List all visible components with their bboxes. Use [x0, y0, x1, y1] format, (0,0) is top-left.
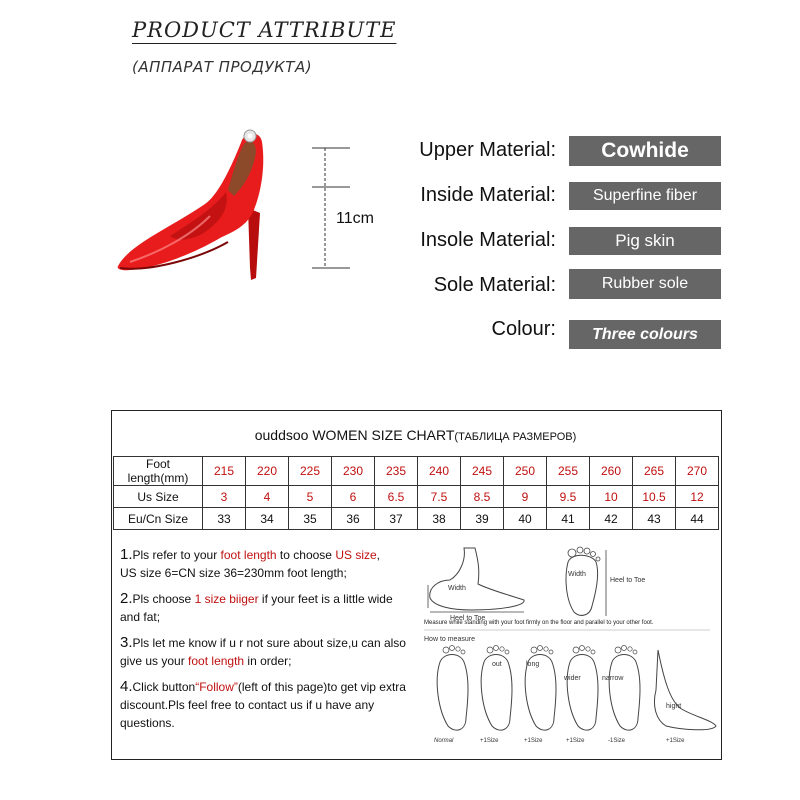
- table-cell: 235: [375, 457, 418, 486]
- insole-material-label: Insole Material:: [420, 229, 556, 251]
- table-cell: 225: [289, 457, 332, 486]
- size-chart-title-main: ouddsoo WOMEN SIZE CHART: [254, 427, 455, 443]
- inside-material-label: Inside Material:: [420, 184, 556, 206]
- table-cell: 5: [289, 486, 332, 508]
- table-cell: 10: [590, 486, 633, 508]
- sole-material-value: Rubber sole: [569, 269, 721, 299]
- note-3: [120, 634, 406, 670]
- table-cell: 38: [418, 508, 461, 530]
- note-text: ,: [376, 548, 380, 562]
- size-chart-title: [111, 427, 720, 443]
- table-cell: 220: [246, 457, 289, 486]
- table-row: [114, 486, 719, 508]
- note-2: [120, 590, 406, 626]
- foot-label-narrow: narrow: [602, 675, 624, 682]
- foot-side-outline-icon: [654, 650, 716, 730]
- table-cell: 270: [676, 457, 719, 486]
- table-cell: 8.5: [461, 486, 504, 508]
- note-text: Pls choose: [132, 592, 195, 606]
- caption-size: +1Size: [666, 738, 685, 744]
- table-cell: 265: [633, 457, 676, 486]
- note-text: US size 6=CN size 36=230mm foot length;: [120, 566, 347, 580]
- table-cell: 44: [676, 508, 719, 530]
- size-table: [113, 456, 719, 530]
- note-highlight: foot length: [188, 654, 245, 668]
- foot-outline-icon: [437, 655, 468, 731]
- page-title: PRODUCT ATTRIBUTE: [132, 18, 397, 42]
- foot-label-out: out: [492, 661, 502, 668]
- note-text: (left of this page)to get vip extra discount.Pls feel free to contact us if u have any questions.: [120, 680, 406, 730]
- insole-material-value: Pig skin: [569, 227, 721, 255]
- note-4: [120, 678, 406, 732]
- foot-outline-icon: [609, 655, 640, 731]
- note-text: in order;: [244, 654, 292, 668]
- side-foot-icon: [430, 548, 524, 610]
- table-row: [114, 457, 719, 486]
- foot-label-wider: wider: [564, 675, 581, 682]
- caption-normal: Normal: [434, 738, 454, 744]
- size-notes: [120, 546, 406, 740]
- note-text: Pls let me know if u r not sure about size,u can also give us your: [120, 636, 406, 668]
- table-cell: 6: [332, 486, 375, 508]
- sole-material-label: Sole Material:: [433, 274, 556, 296]
- table-cell: 240: [418, 457, 461, 486]
- note-highlight: foot length: [220, 548, 277, 562]
- top-foot-icon: [566, 555, 598, 615]
- colour-value: Three colours: [569, 320, 721, 349]
- measure-caption: Measure while standing with your foot firmly on the floor and parallel to your other foot.: [424, 620, 654, 626]
- heel-to-toe-label-2: Heel to Toe: [610, 577, 646, 584]
- note-text: to choose: [276, 548, 336, 562]
- width-label-2: Width: [568, 571, 586, 578]
- heel-to-toe-label: Heel to Toe: [450, 615, 486, 622]
- note-1: [120, 546, 406, 582]
- note-highlight: “Follow”: [195, 680, 238, 694]
- table-cell: 260: [590, 457, 633, 486]
- row-header-foot-length: Foot length(mm): [114, 457, 203, 486]
- table-cell: 36: [332, 508, 375, 530]
- table-cell: 34: [246, 508, 289, 530]
- upper-material-label: Upper Material:: [419, 139, 556, 161]
- table-cell: 40: [504, 508, 547, 530]
- note-number: 1.: [120, 546, 133, 563]
- note-highlight: 1 size biiger: [194, 592, 259, 606]
- table-cell: 43: [633, 508, 676, 530]
- width-label: Width: [448, 585, 466, 592]
- table-cell: 6.5: [375, 486, 418, 508]
- size-chart-title-suffix: (ТАБЛИЦА РАЗМЕРОВ): [454, 431, 577, 443]
- note-text: Pls refer to your: [132, 548, 221, 562]
- note-number: 3.: [120, 634, 133, 651]
- table-cell: 9.5: [547, 486, 590, 508]
- foot-measure-diagram: [420, 540, 720, 750]
- inside-material-value: Superfine fiber: [569, 182, 721, 210]
- how-to-measure-label: How to measure: [424, 636, 475, 643]
- table-cell: 4: [246, 486, 289, 508]
- note-text: if your feet is a little wide and fat;: [120, 592, 393, 624]
- red-pump-shoe-image: [110, 118, 310, 288]
- table-cell: 35: [289, 508, 332, 530]
- table-cell: 9: [504, 486, 547, 508]
- upper-material-value: Cowhide: [569, 136, 721, 166]
- foot-label-hight: hight: [666, 703, 682, 710]
- table-row: [114, 508, 719, 530]
- table-cell: 7.5: [418, 486, 461, 508]
- table-cell: 10.5: [633, 486, 676, 508]
- heel-height-label: 11cm: [336, 210, 374, 227]
- table-cell: 255: [547, 457, 590, 486]
- table-cell: 215: [203, 457, 246, 486]
- page-subtitle: (АППАРАТ ПРОДУКТА): [132, 58, 313, 76]
- table-cell: 3: [203, 486, 246, 508]
- note-number: 2.: [120, 590, 133, 607]
- table-cell: 39: [461, 508, 504, 530]
- caption-size: +1Size: [480, 738, 499, 744]
- caption-size: -1Size: [608, 738, 626, 744]
- table-cell: 37: [375, 508, 418, 530]
- table-cell: 42: [590, 508, 633, 530]
- note-text: Click button: [132, 680, 196, 694]
- row-header-eu-cn-size: Eu/Cn Size: [114, 508, 203, 530]
- colour-label: Colour:: [491, 318, 556, 340]
- foot-outline-icon: [567, 655, 598, 731]
- table-cell: 230: [332, 457, 375, 486]
- table-cell: 250: [504, 457, 547, 486]
- table-cell: 33: [203, 508, 246, 530]
- table-cell: 41: [547, 508, 590, 530]
- table-cell: 245: [461, 457, 504, 486]
- foot-label-long: long: [526, 661, 540, 668]
- note-highlight: US size: [335, 548, 377, 562]
- note-number: 4.: [120, 678, 133, 695]
- caption-size: +1Size: [566, 738, 585, 744]
- caption-size: +1Size: [524, 738, 543, 744]
- row-header-us-size: Us Size: [114, 486, 203, 508]
- table-cell: 12: [676, 486, 719, 508]
